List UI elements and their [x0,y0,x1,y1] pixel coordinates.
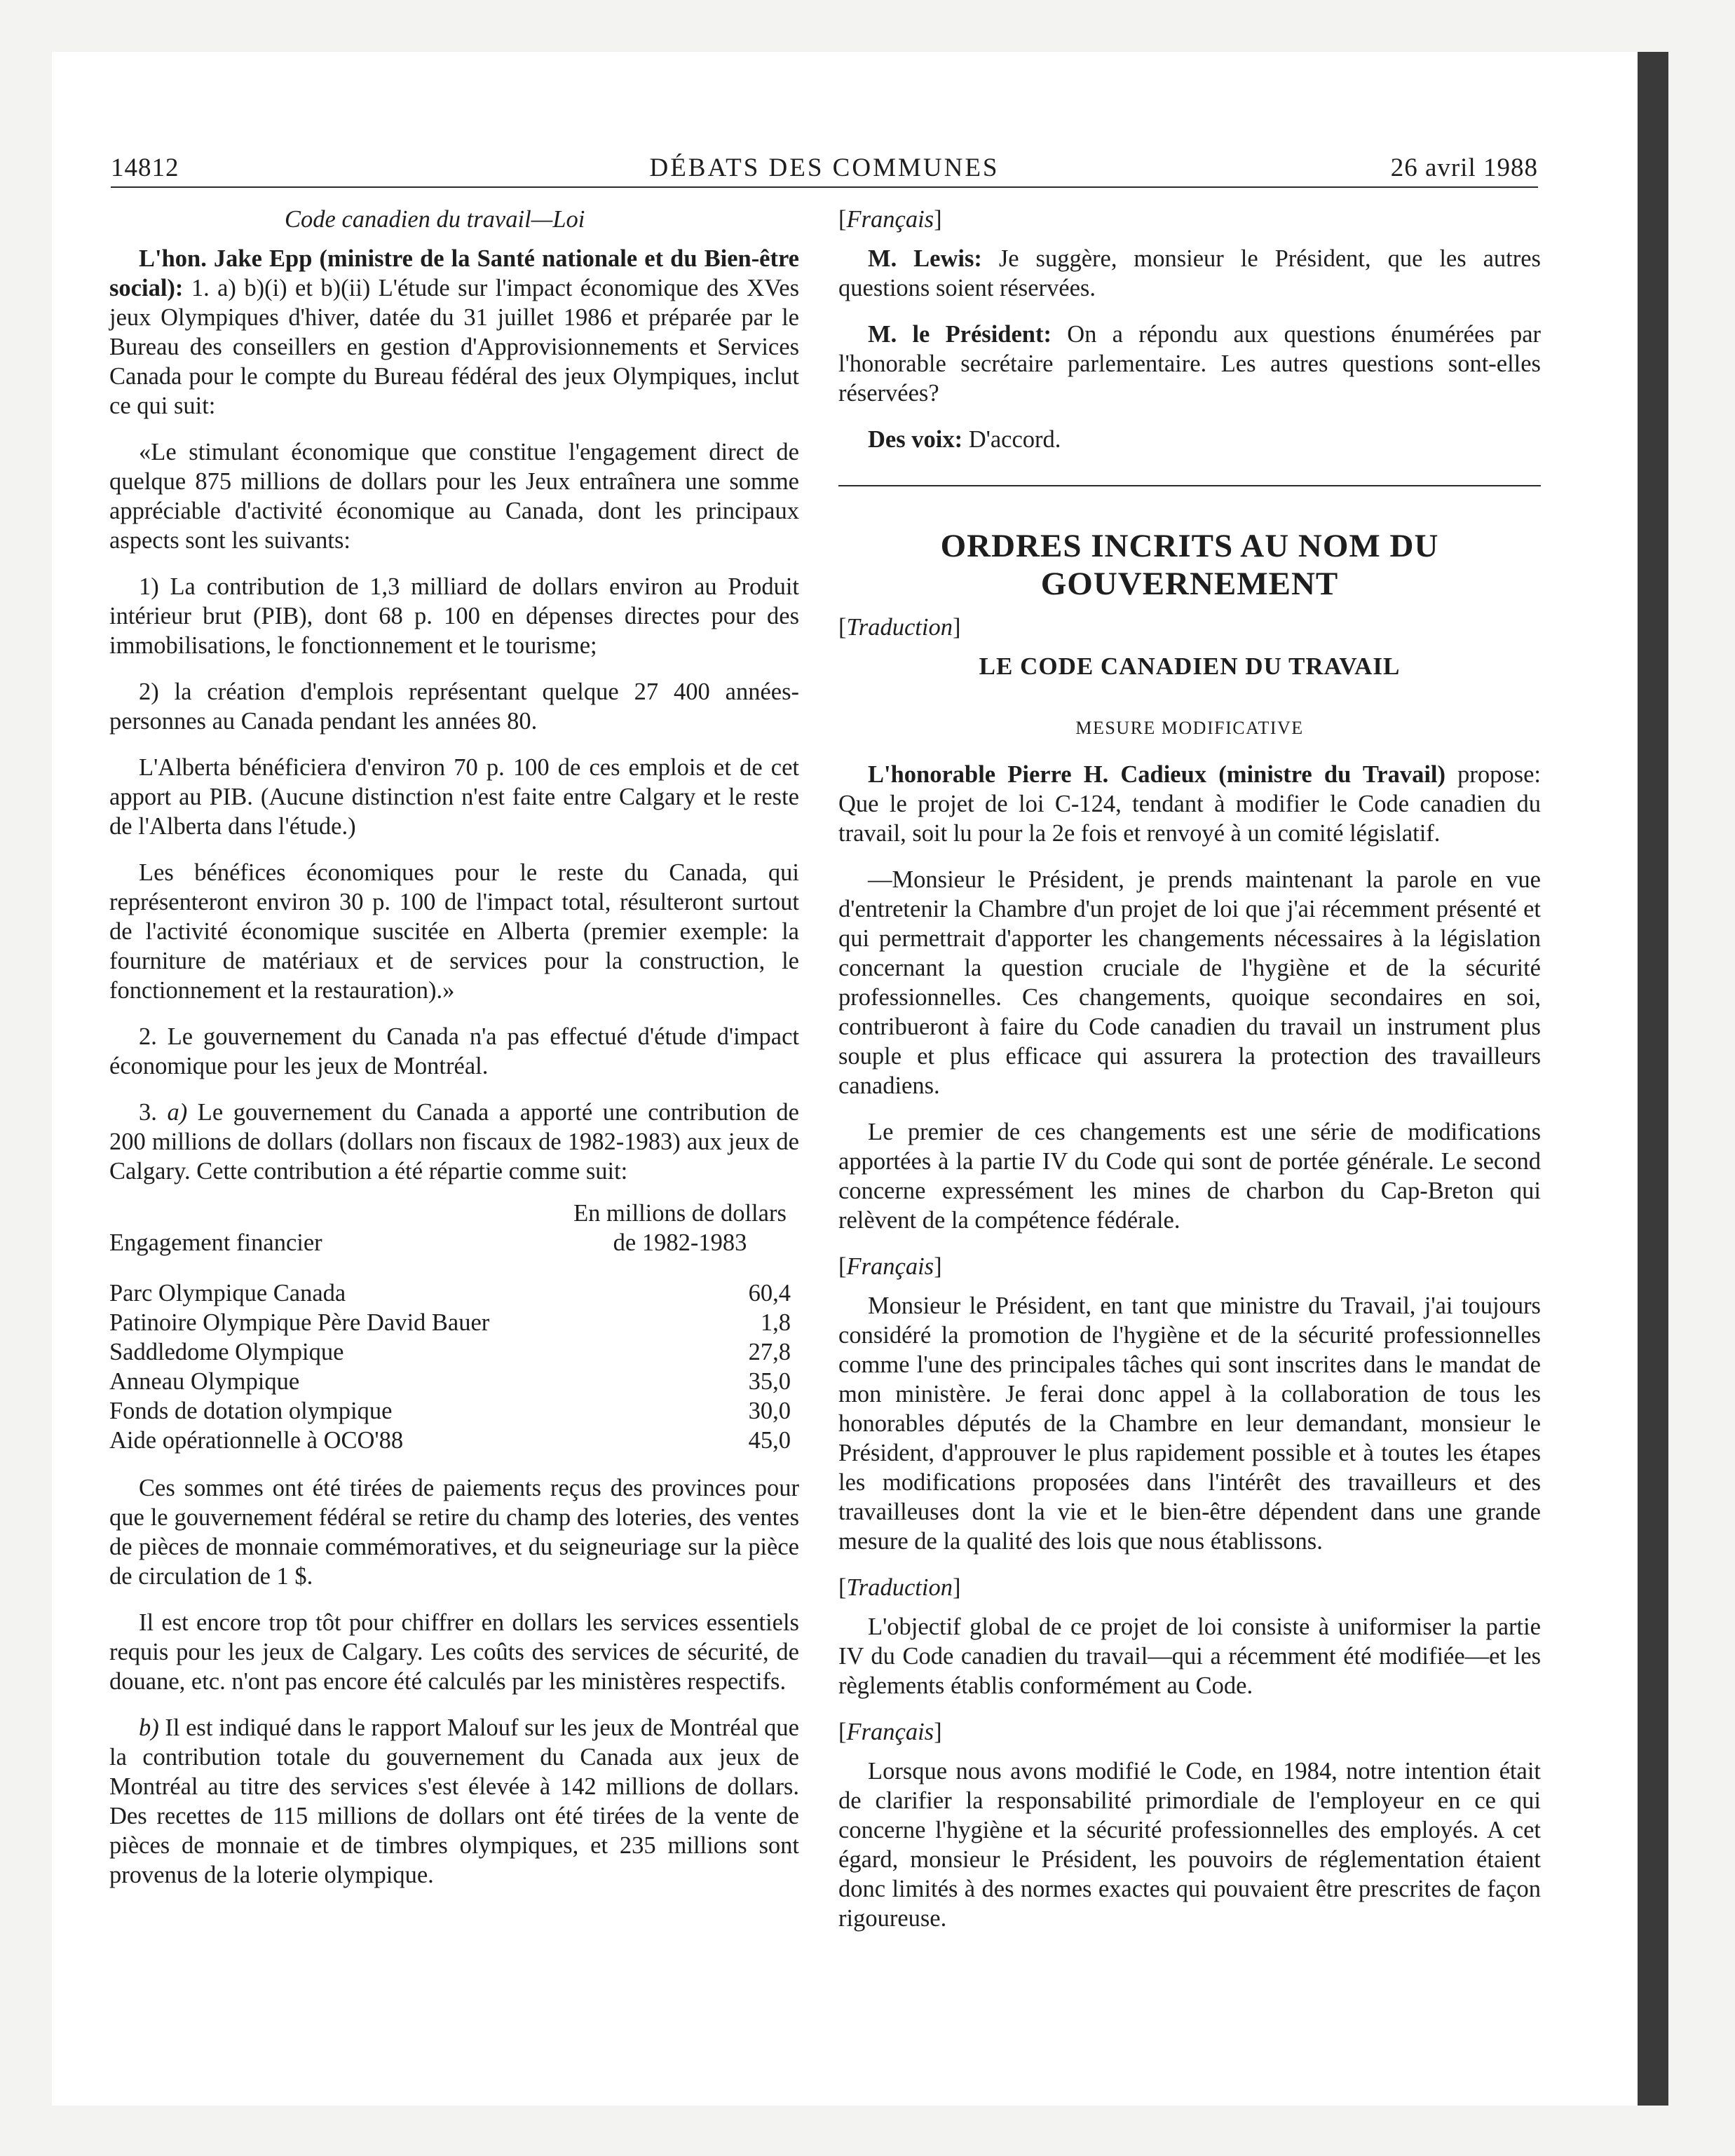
speech-paragraph: Lorsque nous avons modifié le Code, en 1984, notre intention était de clarifier la responsabilité primordiale de l'employeur en ce qui concerne l'hygiène et la sécurité professionnelles des employés. A cet égard, monsieur le Président, les pouvoirs de réglementation étaient donc limités à des normes exactes qui pouvaient être prescrites de façon rigoureuse. [838,1758,1541,1932]
speaker-name: L'hon. Jake Epp (ministre de la Santé nationale et du Bien-être social): [109,245,799,301]
language-tag: [Français] [838,1253,942,1280]
language-label: Français [846,1253,934,1280]
speech-paragraph: L'objectif global de ce projet de loi consiste à uniformiser la partie IV du Code canadien du travail—qui a récemment été modifiée—et les règlements établis conformément au Code. [838,1613,1541,1699]
publication-title: DÉBATS DES COMMUNES [649,153,1000,182]
speaker-name: Des voix: [868,426,963,453]
intervention-text: Je suggère, monsieur le Président, que les autres questions soient réservées. [838,245,1541,301]
table-row [109,1396,799,1426]
row-value: 1,8 [760,1309,791,1336]
left-column [109,205,799,1906]
table-row [109,1308,799,1337]
language-tag: [Traduction] [838,614,961,641]
speech-paragraph: Le premier de ces changements est une série de modifications apportées à la partie IV du Code qui sont de portée générale. Le second concerne expressément les mines de charbon du Cap-Breton qui relèvent de la compétence fédérale. [838,1119,1541,1234]
page-header [111,153,1538,189]
intervention-text: On a répondu aux questions énumérées par l'honorable secrétaire parlementaire. Les autres questions sont-elles réservées? [838,321,1542,407]
row-value: 60,4 [748,1280,791,1306]
president-intervention [838,320,1541,408]
column-label-commitment: Engagement financier [109,1229,322,1256]
row-value: 45,0 [748,1427,791,1454]
speaker-name: L'honorable Pierre H. Cadieux (ministre du Travail) [868,761,1445,788]
row-name: Aide opérationnelle à OCO'88 [109,1427,404,1454]
row-value: 30,0 [748,1398,791,1424]
heading-line-1: ORDRES INCRITS AU NOM DU [940,528,1439,564]
language-tag: [Traduction] [838,1574,961,1601]
row-value: 35,0 [748,1368,791,1395]
item-text: Il est indiqué dans le rapport Malouf sur les jeux de Montréal que la contribution totale du gouvernement du Canada aux jeux de Montréal au titre des services s'est élevée à 142 millions de dollars. Des recettes de 115 millions de dollars ont été tirées de la vente de pièces de monnaie et de timbres olympiques, et 235 millions sont provenus de la loterie olympique. [109,1714,799,1888]
unit-line-2: de 1982-1983 [613,1229,747,1256]
language-tag: [Français] [838,1719,942,1745]
language-label: Français [846,1719,934,1745]
quote-paragraph: «Le stimulant économique que constitue l'engagement direct de quelque 875 millions de dollars pour les Jeux entraînera une somme appréciable d'activité économique au Canada, dont les principaux aspects sont les suivants: [109,439,799,554]
lewis-intervention [838,244,1541,303]
measure-heading: MESURE MODIFICATIVE [1075,718,1304,738]
table-row [109,1278,799,1308]
language-tag: [Français] [838,206,942,233]
speaker-name: M. Lewis: [868,245,982,272]
motion-text: propose: Que le projet de loi C-124, tendant à modifier le Code canadien du travail, soit lu pour la 2e fois et renvoyé à un comité législatif. [838,761,1541,847]
answer-text: 1. a) b)(i) et b)(ii) L'étude sur l'impact économique des XVes jeux Olympiques d'hiver, datée du 31 juillet 1986 et préparée par le Bureau des conseillers en gestion d'Approvisionnements et Services Canada pour le compte du Bureau fédéral des jeux Olympiques, inclut ce qui suit: [109,275,799,419]
row-name: Parc Olympique Canada [109,1280,346,1306]
alberta-paragraph: L'Alberta bénéficiera d'environ 70 p. 100 de ces emplois et de cet apport au PIB. (Aucune distinction n'est faite entre Calgary et le reste de l'Alberta dans l'étude.) [109,754,799,840]
voices-intervention [838,425,1541,454]
row-name: Anneau Olympique [109,1368,300,1395]
cadieux-motion [838,760,1541,848]
item-2-paragraph: 2. Le gouvernement du Canada n'a pas effectué d'étude d'impact économique pour les jeux de Montréal. [109,1023,799,1079]
heading-line-2: GOUVERNEMENT [1040,566,1339,602]
benefits-paragraph: Les bénéfices économiques pour le reste du Canada, qui représenteront environ 30 p. 100 de l'impact total, résulteront surtout de l'activité économique suscitée en Alberta (premier exemple: la fourniture de matériaux et de services pour la construction, le fonctionnement et la restauration).» [109,859,799,1004]
language-label: Traduction [846,1574,953,1601]
page-date: 26 avril 1988 [1390,153,1538,182]
quote-point-1: 1) La contribution de 1,3 milliard de dollars environ au Produit intérieur brut (PIB), dont 68 p. 100 en dépenses directes pour des immobilisations, le fonctionnement et le tourisme; [109,573,799,659]
item-letter: b) [139,1714,159,1741]
item-number: 3. [139,1099,157,1126]
quote-point-2: 2) la création d'emplois représentant quelque 27 400 années-personnes au Canada pendant les années 80. [109,678,799,735]
row-name: Patinoire Olympique Père David Bauer [109,1309,490,1336]
language-label: Français [846,206,934,233]
row-name: Saddledome Olympique [109,1339,344,1365]
sommes-paragraph: Ces sommes ont été tirées de paiements reçus des provinces pour que le gouvernement fédéral se retire du champ des loteries, des ventes de pièces de monnaie commémoratives, et du seigneuriage sur la pièce de circulation de 1 $. [109,1475,799,1590]
bill-heading: LE CODE CANADIEN DU TRAVAIL [979,653,1401,680]
finance-table-header [109,1199,799,1266]
header-rule [111,186,1538,188]
item-text: Le gouvernement du Canada a apporté une contribution de 200 millions de dollars (dollars non fiscaux de 1982-1983) aux jeux de Calgary. Cette contribution a été répartie comme suit: [109,1099,799,1185]
column-label-amount [561,1199,799,1257]
speech-paragraph: —Monsieur le Président, je prends maintenant la parole en vue d'entretenir la Chambre d'un projet de loi que j'ai récemment présenté et qui permettrait d'apporter les changements nécessaires à la législation concernant la question cruciale de l'hygiène et de la sécurité professionnelles. Ces changements, quoique secondaires en soi, contribueront à faire du Code canadien du travail un instrument plus souple et plus efficace qui assurera la protection des travailleurs canadiens. [838,866,1541,1099]
section-divider [838,485,1541,486]
binding-edge [1638,52,1668,2106]
speech-paragraph: Monsieur le Président, en tant que ministre du Travail, j'ai toujours considéré la promotion de l'hygiène et de la sécurité professionnelles comme l'une des principales tâches qui sont inscrites dans le mandat de mon ministère. Je ferai donc appel à la collaboration de tous les honorables députés de la Chambre en leur demandant, monsieur le Président, d'approuver le plus rapidement possible et à toutes les étapes les modifications proposées dans l'intérêt des travailleurs et des travailleuses dont la vie et le bien-être dépendent dans une grande mesure de la qualité des lois que nous établissons. [838,1292,1541,1555]
unit-line-1: En millions de dollars [573,1200,787,1227]
table-row [109,1426,799,1455]
intervention-text: D'accord. [962,426,1061,453]
language-label: Traduction [846,614,953,641]
right-column [838,205,1541,1950]
table-row [109,1367,799,1396]
finance-table [109,1278,799,1455]
item-letter: a) [167,1099,188,1126]
speaker-name: M. le Président: [868,321,1052,348]
epp-answer [109,244,799,421]
row-value: 27,8 [748,1339,791,1365]
item-3-paragraph [109,1098,799,1186]
table-row [109,1337,799,1367]
malouf-paragraph [109,1713,799,1890]
services-paragraph: Il est encore trop tôt pour chiffrer en dollars les services essentiels requis pour les jeux de Calgary. Les coûts des services de sécurité, de douane, etc. n'ont pas encore été calculés par les ministères respectifs. [109,1609,799,1695]
running-head: Code canadien du travail—Loi [285,206,585,233]
section-heading [838,527,1541,603]
page-number: 14812 [111,153,179,182]
row-name: Fonds de dotation olympique [109,1398,393,1424]
